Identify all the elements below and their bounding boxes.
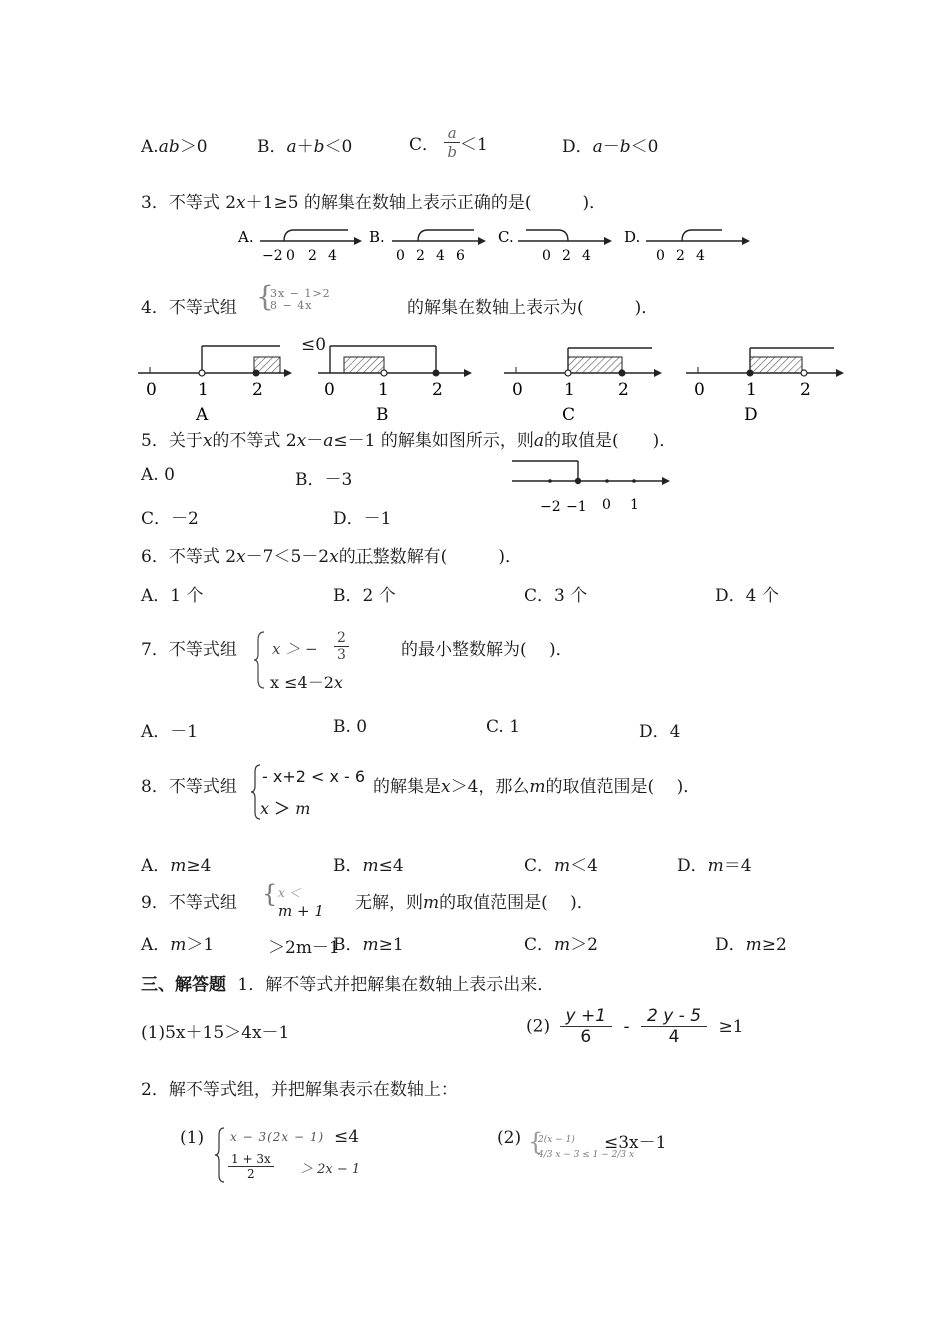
q4-line-c bbox=[504, 348, 662, 425]
q6-underlined: 正整数 bbox=[355, 547, 407, 567]
q3-a-arc bbox=[284, 230, 348, 241]
part3-p2b-line1: 2(x − 1) bbox=[538, 1135, 575, 1145]
q5-tick: −2 bbox=[540, 499, 561, 515]
q4-c-tick: 2 bbox=[618, 380, 629, 400]
q7-line1: x ＞ − bbox=[272, 640, 318, 658]
q7-fraction: $\frac{2}{3}$ bbox=[334, 630, 349, 663]
part3-p2b-line2: 4/3 x − 3 ≤ 1 − 2/3 x bbox=[538, 1150, 635, 1160]
q3-b-arc bbox=[418, 230, 474, 241]
q8-option-a: A．m≥4 bbox=[141, 856, 212, 876]
q4-sys-line1: 3x − 1>2 bbox=[270, 287, 331, 300]
q3-c-arrow bbox=[604, 237, 612, 245]
q6-option-a: A．1 个 bbox=[141, 586, 204, 606]
q2-option-a bbox=[141, 132, 208, 157]
q7-option-d: D．4 bbox=[639, 722, 681, 742]
q9-line2: ＞2m－1 bbox=[268, 938, 340, 958]
q7-stem-pre: 7．不等式组 bbox=[141, 640, 237, 660]
q3-stem: 3．不等式 2x＋1≥5 的解集在数轴上表示正确的是( )． bbox=[141, 193, 607, 213]
q5-tick: 0 bbox=[602, 497, 611, 513]
q8-option-b: B．m≤4 bbox=[333, 856, 404, 876]
q3-c-tick: 4 bbox=[582, 248, 591, 264]
q7-brace bbox=[252, 630, 268, 690]
q3-d-tick: 2 bbox=[676, 248, 685, 264]
q4-b-tick: 1 bbox=[378, 380, 389, 400]
part3-p2b-overlay: ≤3x－1 bbox=[604, 1133, 667, 1153]
q4-overlay-text: ≤0 bbox=[301, 335, 327, 355]
part3-heading: 三、解答题 bbox=[141, 975, 226, 995]
q5-option-b: B．－3 bbox=[295, 470, 353, 490]
q3-d-tick: 0 bbox=[656, 248, 665, 264]
q7-stem-post: 的最小整数解为( )． bbox=[401, 640, 573, 660]
q3-a-tick: 4 bbox=[328, 248, 337, 264]
q4-d-tick: 2 bbox=[800, 380, 811, 400]
part3-p1a: (1)5x＋15＞4x－1 bbox=[141, 1023, 290, 1043]
part3-p1b-frac1: $\frac{y +1}{6}$ bbox=[560, 1006, 613, 1047]
q9-line1b: m + 1 bbox=[278, 902, 324, 920]
q4-line-d bbox=[686, 348, 844, 425]
q5-tick: 1 bbox=[630, 497, 639, 513]
q2-a-label: A. bbox=[141, 137, 159, 157]
q8-line1: - x+2 < x - 6 bbox=[262, 767, 366, 786]
q9-option-d: D．m≥2 bbox=[715, 935, 787, 955]
q6-option-b: B．2 个 bbox=[333, 586, 396, 606]
q4-b-tick: 2 bbox=[432, 380, 443, 400]
q3-b-tick: 4 bbox=[436, 248, 445, 264]
part3-p2-stem: 2．解不等式组，并把解集表示在数轴上： bbox=[141, 1080, 458, 1100]
q4-sys-line2: 8 − 4x bbox=[270, 299, 313, 312]
q9-line1: x ＜ bbox=[278, 886, 301, 900]
q9-option-b: B．m≥1 bbox=[333, 935, 404, 955]
q3-a-arrow bbox=[354, 237, 362, 245]
q2-option-b: B．a＋b＜0 bbox=[257, 137, 353, 157]
q6-option-d: D．4 个 bbox=[715, 586, 779, 606]
q9-brace: { bbox=[262, 880, 278, 908]
q4-b-tick: 0 bbox=[324, 380, 335, 400]
q3-d-tick: 4 bbox=[696, 248, 705, 264]
q4-line-b bbox=[318, 346, 472, 425]
part3-p2a-line2-rhs: ＞ 2x − 1 bbox=[300, 1162, 361, 1177]
q4-c-tick: 1 bbox=[564, 380, 575, 400]
q4-label-a: A bbox=[196, 405, 209, 425]
q9-stem-pre: 9．不等式组 bbox=[141, 893, 237, 913]
q7-option-a: A．－1 bbox=[141, 722, 199, 742]
part3-p1b: (2) $\frac{y +1}{6}$ - $\frac{2 y - 5}{4}$ ≥1 bbox=[526, 1006, 744, 1047]
q8-stem-pre: 8．不等式组 bbox=[141, 777, 237, 797]
q9-option-c: C．m＞2 bbox=[524, 935, 598, 955]
q4-stem: 4．不等式组 bbox=[141, 298, 237, 318]
q8-line2: x ＞ m bbox=[260, 799, 311, 818]
q4-brace: { bbox=[256, 280, 274, 313]
part3-p2b-label: (2) bbox=[497, 1128, 522, 1148]
q3-c-arc bbox=[526, 230, 568, 241]
q3-b-arrow bbox=[478, 237, 486, 245]
q5-tick: −1 bbox=[566, 499, 587, 515]
q5-stem: 5．关于x的不等式 2x－a≤－1 的解集如图所示，则a的取值是( )． bbox=[141, 431, 677, 451]
q3-a-tick: −2 bbox=[262, 248, 283, 264]
q8-stem-post: 的解集是x＞4，那么m的取值范围是( )． bbox=[373, 777, 701, 797]
q4-d-tick: 0 bbox=[694, 380, 705, 400]
q5-option-d: D．－1 bbox=[333, 509, 392, 529]
part3-p1b-frac2: $\frac{2 y - 5}{4}$ bbox=[641, 1006, 707, 1047]
q4-a-tick: 2 bbox=[252, 380, 263, 400]
q4-c-tick: 0 bbox=[512, 380, 523, 400]
q3-b-tick: 6 bbox=[456, 248, 465, 264]
q3-label-c: C. bbox=[498, 228, 514, 246]
q3-a-tick: 0 bbox=[286, 248, 295, 264]
part3-p2a-overlay: ≤4 bbox=[334, 1127, 360, 1147]
q3-number-lines bbox=[236, 222, 766, 266]
part3-p2b-brace: { bbox=[528, 1128, 544, 1156]
part3-p2a-line1: x − 3(2x − 1) bbox=[230, 1130, 325, 1144]
q3-c-tick: 2 bbox=[562, 248, 571, 264]
q3-b-tick: 2 bbox=[416, 248, 425, 264]
q2-a-rel: ＞0 bbox=[179, 137, 208, 157]
q6-stem: 6．不等式 2x－7＜5－2x的正整数解有( )． bbox=[141, 547, 522, 567]
q4-a-tick: 1 bbox=[198, 380, 209, 400]
q4-label-b: B bbox=[376, 405, 389, 425]
q4-line-a bbox=[138, 346, 292, 425]
part3-p2a-label: (1) bbox=[180, 1128, 205, 1148]
q2-c-fraction: $\frac{a}{b}$ bbox=[444, 124, 460, 161]
q4-a-tick: 0 bbox=[146, 380, 157, 400]
q5-option-c: C．－2 bbox=[141, 509, 199, 529]
part3-p2a-line2-frac: $\frac{1 + 3x}{2}$ bbox=[228, 1152, 274, 1181]
q2-a-expr: ab bbox=[158, 137, 180, 157]
q5-option-a: A. 0 bbox=[141, 465, 175, 485]
q3-a-tick: 2 bbox=[308, 248, 317, 264]
q2-option-c: C． $\frac{a}{b}$ ＜1 bbox=[409, 124, 488, 161]
q6-option-c: C．3 个 bbox=[524, 586, 588, 606]
q9-option-a: A．m＞1 bbox=[141, 935, 215, 955]
q4-number-lines bbox=[134, 340, 854, 425]
part3-heading-line bbox=[141, 970, 554, 995]
q3-b-tick: 0 bbox=[396, 248, 405, 264]
q3-d-arrow bbox=[742, 237, 750, 245]
q4-stem-post: 的解集在数轴上表示为( )． bbox=[407, 298, 659, 318]
q3-d-arc bbox=[682, 230, 722, 241]
q7-option-b: B. 0 bbox=[333, 717, 368, 737]
q4-label-c: C bbox=[562, 405, 576, 425]
q3-label-b: B. bbox=[369, 228, 385, 246]
q4-d-tick: 1 bbox=[746, 380, 757, 400]
q3-label-d: D. bbox=[624, 228, 641, 246]
q7-line2: x ≤4－2x bbox=[270, 673, 343, 692]
q7-option-c: C. 1 bbox=[486, 717, 521, 737]
q9-stem-post: 无解，则m的取值范围是( )． bbox=[355, 893, 594, 913]
part3-p2a-brace bbox=[214, 1126, 226, 1184]
q2-option-d: D．a－b＜0 bbox=[562, 137, 659, 157]
q3-c-tick: 0 bbox=[542, 248, 551, 264]
q5-number-line bbox=[508, 455, 678, 521]
q4-label-d: D bbox=[744, 405, 758, 425]
q8-option-c: C．m＜4 bbox=[524, 856, 598, 876]
q8-option-d: D．m＝4 bbox=[677, 856, 752, 876]
part3-p1-stem: 1．解不等式并把解集在数轴上表示出来． bbox=[237, 975, 555, 995]
q3-label-a: A. bbox=[238, 228, 254, 246]
